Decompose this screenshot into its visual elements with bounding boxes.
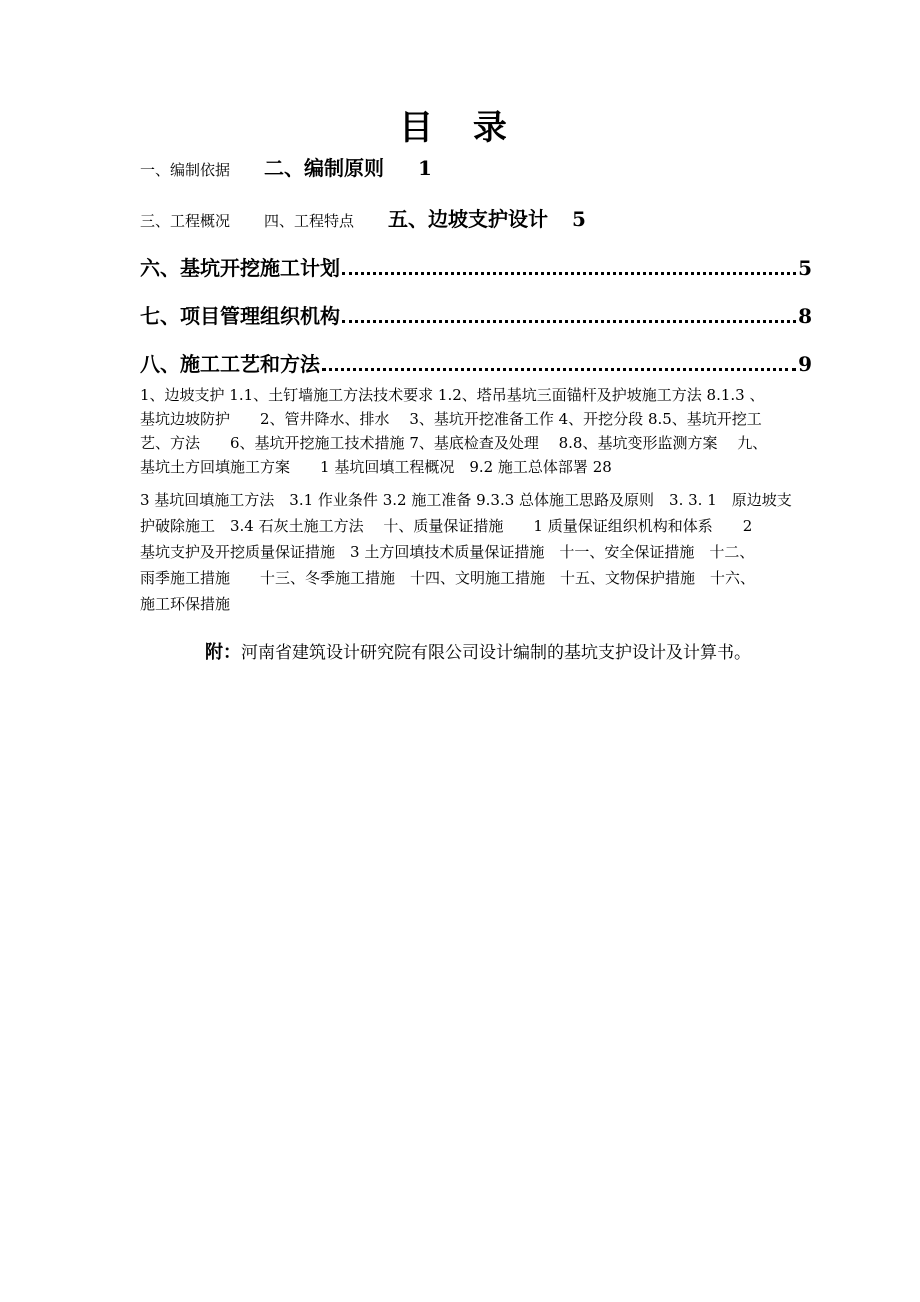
- paragraph-line: 护破除施工 3.4 石灰土施工方法 十、质量保证措施 1 质量保证组织机构和体系 2: [140, 517, 753, 535]
- toc-item-slope-support-design: 五、边坡支护设计: [388, 207, 549, 231]
- dot-leader: [322, 368, 796, 371]
- appendix-label: 附：: [205, 642, 241, 663]
- toc-line-label: 六、基坑开挖施工计划: [140, 256, 340, 280]
- paragraph-line: 艺、方法 6、基坑开挖施工技术措施 7、基底检查及处理 8.8、基坑变形监测方案 九、: [140, 434, 768, 452]
- paragraph-line: 基坑土方回填施工方案 1 基坑回填工程概况 9.2 施工总体部署 28: [140, 458, 612, 476]
- toc-line-construction-methods: [140, 348, 812, 377]
- toc-page-number: 9: [798, 352, 812, 376]
- toc-page-number: 5: [798, 256, 812, 280]
- toc-line-label: 八、施工工艺和方法: [140, 352, 320, 376]
- paragraph-line: 基坑支护及开挖质量保证措施 3 土方回填技术质量保证措施 十一、安全保证措施 十二、: [140, 543, 755, 561]
- toc-line-label: 七、项目管理组织机构: [140, 304, 340, 328]
- toc-page-number: 1: [418, 156, 432, 180]
- paragraph-line: 1、边坡支护 1.1、土钉墙施工方法技术要求 1.2、塔吊基坑三面锚杆及护坡施工方法 8.1.3 、: [140, 386, 765, 404]
- toc-item-project-features: 四、工程特点: [264, 212, 355, 230]
- toc-item-compile-basis: 一、编制依据: [140, 161, 231, 179]
- dot-leader: [342, 272, 796, 275]
- paragraph-line: 雨季施工措施 十三、冬季施工措施 十四、文明施工措施 十五、文物保护措施 十六、: [140, 569, 756, 587]
- toc-item-project-overview: 三、工程概况: [140, 212, 231, 230]
- toc-page-number: 5: [572, 207, 586, 231]
- toc-item-compile-principle: 二、编制原则: [264, 156, 385, 180]
- toc-subitems-paragraph-2: [140, 487, 812, 617]
- dot-leader: [342, 320, 796, 323]
- toc-row-1: [140, 152, 812, 181]
- toc-line-excavation-plan: [140, 252, 812, 281]
- toc-row-2: [140, 203, 812, 232]
- page-title: 目 录: [399, 108, 521, 148]
- toc-subitems-paragraph-1: [140, 383, 812, 479]
- toc-page-number: 8: [798, 304, 812, 328]
- appendix-text: 河南省建筑设计研究院有限公司设计编制的基坑支护设计及计算书。: [241, 643, 751, 663]
- paragraph-line: 施工环保措施: [140, 595, 231, 613]
- paragraph-line: 3 基坑回填施工方法 3.1 作业条件 3.2 施工准备 9.3.3 总体施工思路及原则 3. 3. 1 原边坡支: [140, 491, 792, 509]
- toc-line-organization: [140, 300, 812, 329]
- paragraph-line: 基坑边坡防护 2、管井降水、排水 3、基坑开挖准备工作 4、开挖分段 8.5、基坑开挖工: [140, 410, 762, 428]
- appendix-note: [205, 638, 845, 664]
